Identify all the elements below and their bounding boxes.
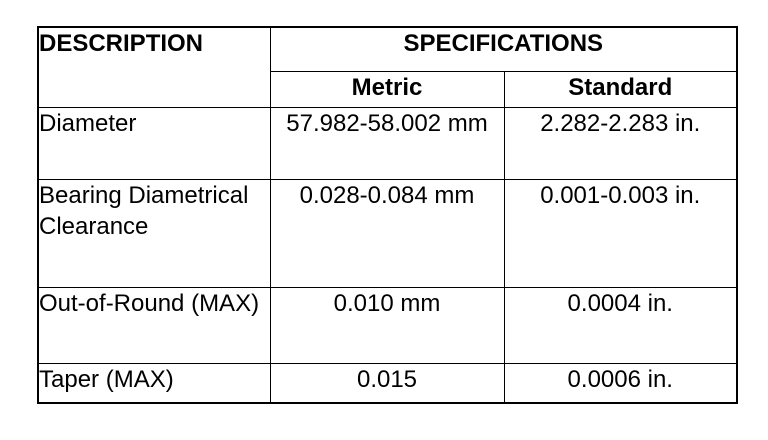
row-metric: 0.010 mm [270,287,504,363]
row-standard: 0.0004 in. [504,287,737,363]
table-row [38,179,737,287]
row-metric: 0.028-0.084 mm [270,179,504,287]
row-standard: 0.0006 in. [504,363,737,403]
description-header: DESCRIPTION [38,27,270,107]
row-description: Taper (MAX) [38,363,270,403]
row-metric: 0.015 [270,363,504,403]
row-description: Bearing Diametrical Clearance [38,179,270,287]
standard-header: Standard [504,71,737,107]
row-standard: 2.282-2.283 in. [504,107,737,179]
metric-header: Metric [270,71,504,107]
header-row-top [38,27,737,71]
table-row [38,363,737,403]
row-standard: 0.001-0.003 in. [504,179,737,287]
row-metric: 57.982-58.002 mm [270,107,504,179]
row-description: Diameter [38,107,270,179]
table-row [38,107,737,179]
specifications-header: SPECIFICATIONS [270,27,737,71]
row-description: Out-of-Round (MAX) [38,287,270,363]
specifications-table [37,26,738,404]
table-row [38,287,737,363]
